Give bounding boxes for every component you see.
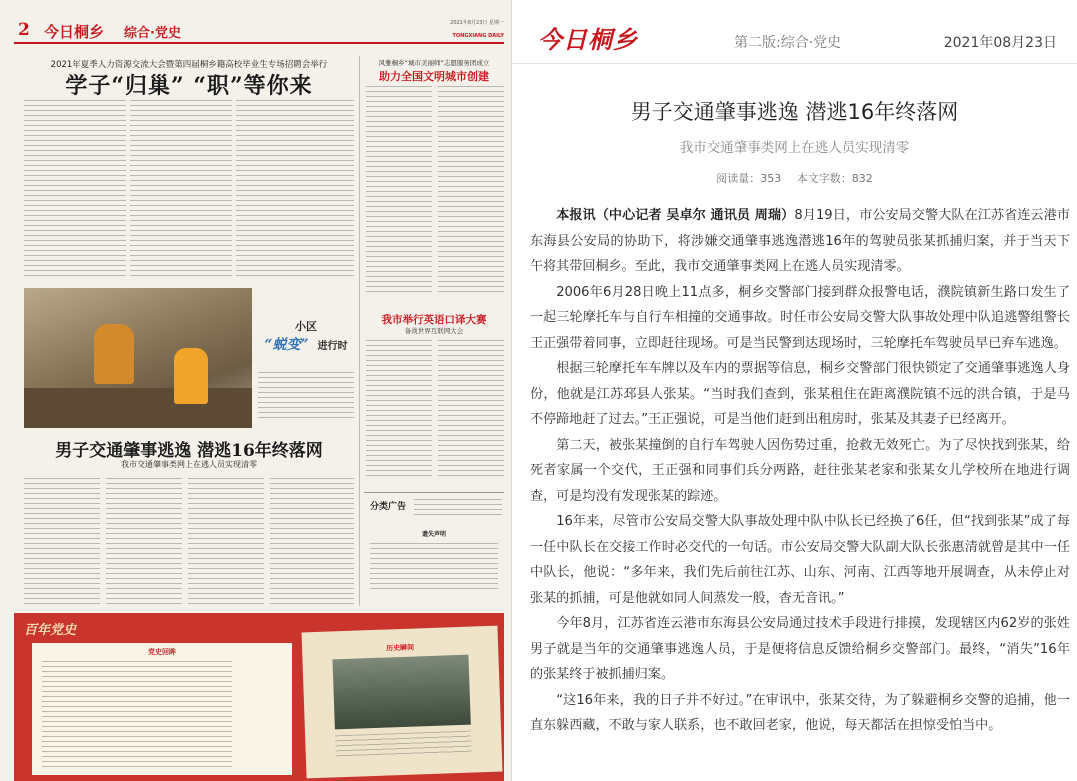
classified-ad-label: 分类广告 (370, 502, 407, 512)
top-story-kicker[interactable]: 2021年夏季人力资源交流大会暨第四届桐乡籍高校毕业生专场招聘会举行 (50, 60, 328, 70)
worker-figure (94, 324, 134, 384)
english-contest-headline[interactable]: 我市举行英语口译大赛 (381, 314, 487, 326)
historic-photo (332, 655, 470, 730)
newspaper-logo: 今日桐乡 (44, 23, 105, 41)
article-paragraph: 16年来，尽管市公安局交警大队事故处理中队中队长已经换了6任，但“找到张某”成了每一任中队长在交接工作时必交代的一句话。市公安局交警大队副大队长张惠清就曾是其中一任中队长，他说：“多年来，我们先后前往江苏、山东、河南、江西等地开展调查，从未停止对张某的抓捕，可是他就如同人间蒸发一般，杳无音讯。” (530, 514, 1070, 606)
article-text-column (106, 478, 182, 604)
article-paragraph: “这16年来，我的日子并不好过。”在审讯中，张某交待，为了躲避桐乡交警的追捕，他一直东躲西藏，不敢与家人联系，也不敢回老家，他说，每天都活在担惊受怕当中。 (530, 692, 1070, 733)
article-body (530, 203, 1070, 739)
page-number: 2 (18, 20, 30, 40)
article-text-column (24, 100, 126, 280)
party-history-section[interactable] (14, 613, 504, 781)
article-text-column (366, 340, 432, 480)
article-text-column (270, 478, 354, 604)
article-paragraph: 本报讯（中心记者 吴卓尔 通讯员 周瑞）8月19日，市公安局交警大队在江苏省连云港市东海县公安局的协助下，将涉嫌交通肇事逃逸潜逃16年的驾驶员张某抓捕归案，并于当天下午将其带回桐乡。至此，我市交通肇事类网上在逃人员实现清零。 (530, 208, 1070, 274)
newspaper-english-masthead: TONGXIANG DAILY (452, 33, 504, 39)
reader-header (512, 0, 1077, 64)
newspaper-page-image[interactable] (0, 0, 512, 781)
newspaper-masthead (14, 18, 504, 44)
article-paragraph: 根据三轮摩托车车牌以及车内的票据等信息，桐乡交警部门很快锁定了交通肇事逃逸人身份，他就是江苏邳县人张某。“当时我们查到，张某租住在距离濮院镇不远的洪合镇，于是马不停蹄地赶了过去。”王正强说，可是当他们赶到出租房时，张某及其妻子已经离开。 (530, 361, 1070, 427)
current-story-headline[interactable]: 男子交通肇事逃逸 潜逃16年终落网 (55, 441, 323, 461)
issue-date[interactable]: 2021年08月23日 (943, 35, 1057, 51)
construction-photo[interactable] (24, 288, 252, 428)
read-count: 阅读量：353 (716, 172, 782, 185)
feature-headline[interactable]: 小区 “蜕变” 进行时 (264, 320, 348, 353)
article-text-column (438, 340, 504, 480)
article-subtitle: 我市交通肇事类网上在逃人员实现清零 (679, 140, 910, 156)
english-contest-subhead: 备战世界互联网大会 (404, 327, 464, 335)
article-text-column (236, 100, 354, 280)
article-reader-panel (512, 0, 1077, 781)
newspaper-section: 综合·党史 (124, 26, 181, 41)
photo-caption-text (258, 372, 354, 420)
article-paragraph: 第二天，被张某撞倒的自行车驾驶人因伤势过重，抢救无效死亡。为了尽快找到张某，给死者家属一个交代，王正强和同事们兵分两路，赶往张某老家和张某女儿学校所在地进行调查，可是均没有发现张某的踪迹。 (530, 437, 1070, 504)
top-story-headline[interactable]: 学子“归巢” “职”等你来 (65, 73, 313, 99)
right-story-kicker[interactable]: 风雅桐乡“城市美丽师”志愿服务团成立 (378, 59, 490, 67)
article-title: 男子交通肇事逃逸 潜逃16年终落网 (630, 100, 959, 124)
article-byline: 本报讯（中心记者 吴卓尔 通讯员 周瑞） (556, 208, 795, 223)
article-text-column (366, 86, 432, 296)
history-photo-card: 历史瞬间 (302, 626, 503, 779)
article-meta (512, 170, 1077, 186)
article-text-column (24, 478, 100, 604)
site-logo[interactable]: 今日桐乡 (538, 25, 638, 54)
worker-figure (174, 348, 208, 404)
lost-notice-title: 遗失声明 (421, 531, 446, 538)
edition-label[interactable]: 第二版:综合·党史 (734, 35, 842, 51)
article-text-column (130, 100, 232, 280)
right-story-headline[interactable]: 助力全国文明城市创建 (379, 70, 489, 83)
word-count: 本文字数：832 (796, 172, 873, 185)
column-divider (359, 56, 360, 606)
classified-ad-box[interactable] (364, 492, 504, 602)
current-story-subhead: 我市交通肇事类网上在逃人员实现清零 (121, 460, 257, 469)
article-paragraph: 今年8月，江苏省连云港市东海县公安局通过技术手段进行排摸，发现辖区内62岁的张姓男子就是当年的交通肇事逃逸人员，于是便将信息反馈给桐乡交警部门。最终，“消失”16年的张某终于被抓捕归案。 (530, 616, 1070, 682)
article-text-column (188, 478, 264, 604)
newspaper-date: 2021年8月23日 星期一 (450, 20, 504, 26)
article-paragraph: 2006年6月28日晚上11点多，桐乡交警部门接到群众报警电话，濮院镇新生路口发生了一起三轮摩托车与自行车相撞的交通事故。时任市公安局交警大队事故处理中队追逃警组警长王正强带着同事，立即赶往现场。可是当民警到达现场时，三轮摩托车驾驶员早已弃车逃逸。 (530, 284, 1070, 351)
article-text-column (438, 86, 504, 296)
party-history-banner: 百年党史 (24, 623, 77, 638)
history-review-card: 党史回眸 (32, 643, 292, 775)
